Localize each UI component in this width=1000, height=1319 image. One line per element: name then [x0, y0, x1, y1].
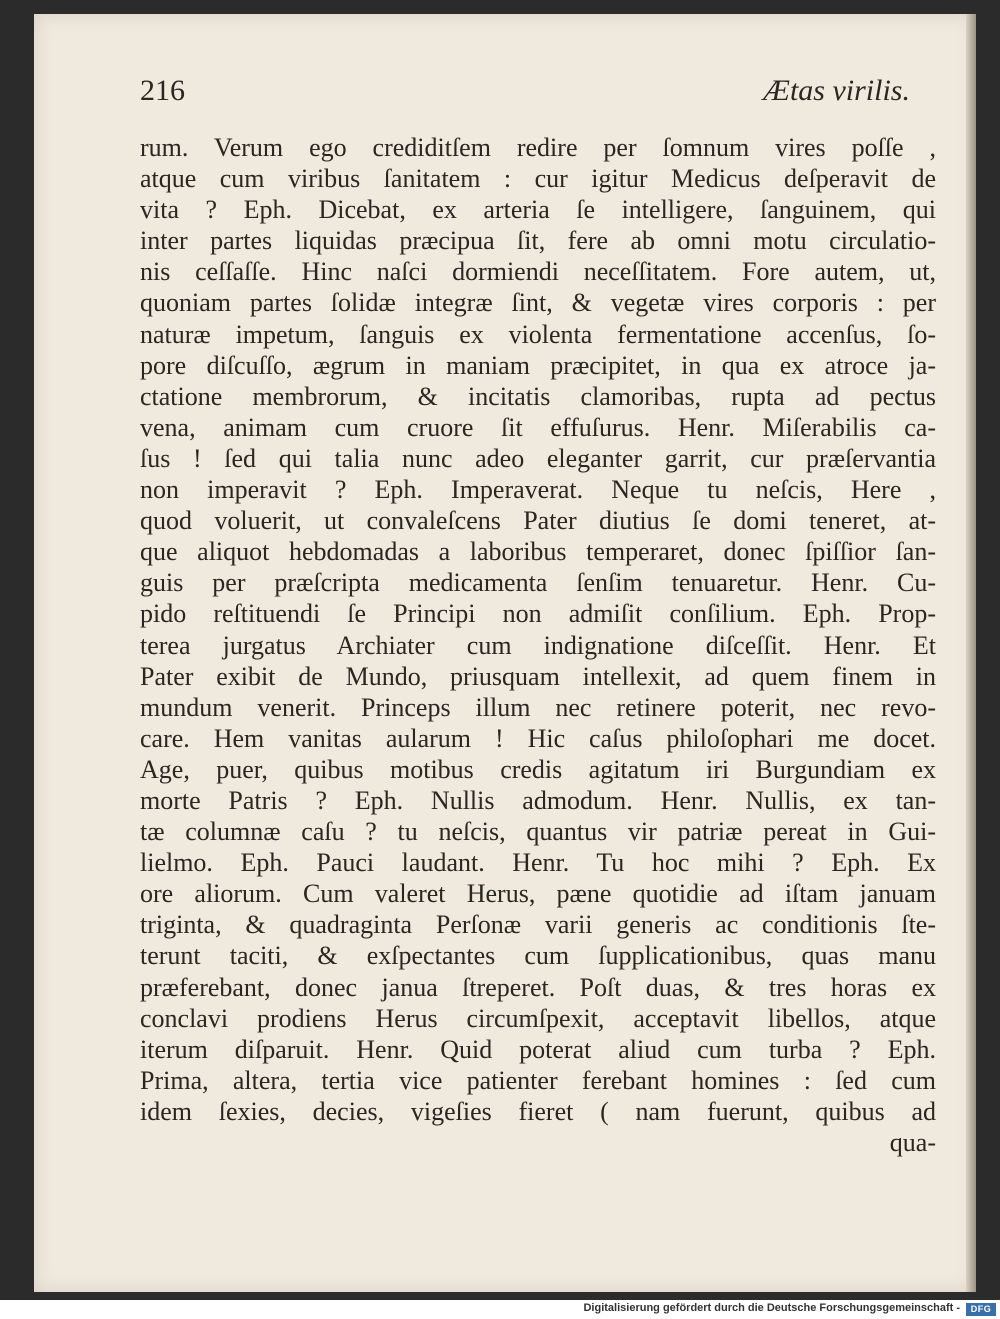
- page-number: 216: [140, 74, 185, 107]
- text-line: inter partes liquidas præcipua ſit, fere ab omni motu circulatio-: [140, 226, 936, 256]
- text-line: rum. Verum ego crediditſem redire per ſomnum vires poſſe ,: [140, 133, 936, 162]
- text-line: quoniam partes ſolidæ integræ ſint, & vegetæ vires corporis : per: [140, 288, 936, 318]
- dfg-logo: DFG: [966, 1303, 996, 1316]
- body-text: [140, 132, 936, 1158]
- text-line: ore aliorum. Cum valeret Herus, pæne quotidie ad iſtam januam: [140, 879, 936, 909]
- text-line: conclavi prodiens Herus circumſpexit, acceptavit libellos, atque: [140, 1003, 936, 1033]
- text-line: ſus ! ſed qui talia nunc adeo eleganter garrit, cur præſervantia: [140, 443, 936, 473]
- text-line: morte Patris ? Eph. Nullis admodum. Henr. Nullis, ex tan-: [140, 785, 936, 815]
- catchword: qua-: [889, 1128, 936, 1157]
- page-header: [140, 74, 926, 114]
- text-line: idem ſexies, decies, vigeſies fieret ( nam fuerunt, quibus ad: [140, 1096, 936, 1126]
- text-line: Prima, altera, tertia vice patienter ferebant homines : ſed cum: [140, 1065, 936, 1095]
- page-edge: [966, 14, 976, 1292]
- text-line: Age, puer, quibus motibus credis agitatum iri Burgundiam ex: [140, 754, 936, 784]
- text-line: mundum venerit. Princeps illum nec retinere poterit, nec revo-: [140, 692, 936, 722]
- text-line: care. Hem vanitas aularum ! Hic caſus philoſophari me docet.: [140, 723, 936, 753]
- text-line: terunt taciti, & exſpectantes cum ſupplicationibus, quas manu: [140, 941, 936, 971]
- text-line: præferebant, donec janua ſtreperet. Poſt duas, & tres horas ex: [140, 972, 936, 1002]
- text-line: non imperavit ? Eph. Imperaverat. Neque tu neſcis, Here ,: [140, 475, 936, 505]
- footer: [0, 1300, 1000, 1319]
- text-line: vita ? Eph. Dicebat, ex arteria ſe intelligere, ſanguinem, qui: [140, 195, 936, 225]
- text-line: naturæ impetum, ſanguis ex violenta fermentatione accenſus, ſo-: [140, 319, 936, 349]
- text-line: vena, animam cum cruore ſit effuſurus. Henr. Miſerabilis ca-: [140, 412, 936, 442]
- text-line: atque cum viribus ſanitatem : cur igitur Medicus deſperavit de: [140, 164, 936, 194]
- text-line: terea jurgatus Archiater cum indignatione diſceſſit. Henr. Et: [140, 630, 936, 660]
- footer-credit: Digitalisierung gefördert durch die Deutsche Forschungsgemeinschaft -: [583, 1302, 960, 1314]
- text-line: Pater exibit de Mundo, priusquam intellexit, ad quem finem in: [140, 661, 936, 691]
- text-line: iterum diſparuit. Henr. Quid poterat aliud cum turba ? Eph.: [140, 1034, 936, 1064]
- text-line: guis per præſcripta medicamenta ſenſim tenuaretur. Henr. Cu-: [140, 568, 936, 598]
- text-line: ctatione membrorum, & incitatis clamoribas, rupta ad pectus: [140, 381, 936, 411]
- text-line: triginta, & quadraginta Perſonæ varii generis ac conditionis ſte-: [140, 910, 936, 940]
- running-head: Ætas virilis.: [763, 74, 910, 107]
- text-line: nis ceſſaſſe. Hinc naſci dormiendi neceſſitatem. Fore autem, ut,: [140, 257, 936, 287]
- text-line: que aliquot hebdomadas a laboribus temperaret, donec ſpiſſior ſan-: [140, 537, 936, 567]
- text-line: tæ columnæ caſu ? tu neſcis, quantus vir patriæ pereat in Gui-: [140, 817, 936, 847]
- text-line: pido reſtituendi ſe Principi non admiſit conſilium. Eph. Prop-: [140, 599, 936, 629]
- text-line: quod voluerit, ut convaleſcens Pater diutius ſe domi teneret, at-: [140, 506, 936, 536]
- text-line: lielmo. Eph. Pauci laudant. Henr. Tu hoc mihi ? Eph. Ex: [140, 848, 936, 878]
- text-line: pore diſcuſſo, ægrum in maniam præcipitet, in qua ex atroce ja-: [140, 350, 936, 380]
